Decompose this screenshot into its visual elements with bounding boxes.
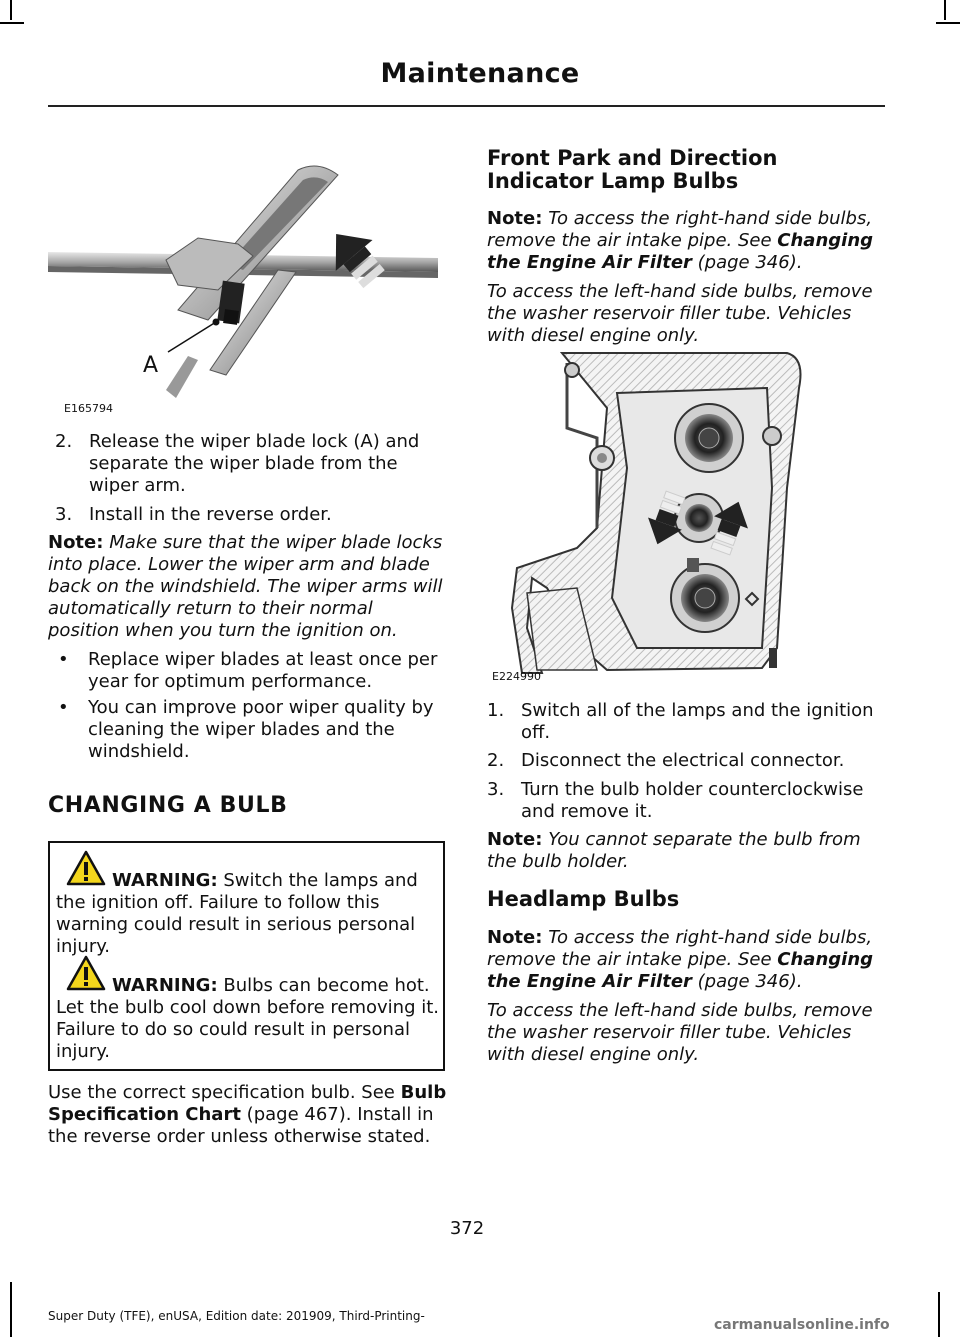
page-number: 372 — [449, 1218, 485, 1239]
link-engine-air-filter[interactable]: Changing the Engine Air Filter — [487, 949, 874, 992]
spec-paragraph: Use the correct specification bulb. See Bulb Specification Chart (page 467). Install in the reverse order unless otherwise stated. — [48, 1082, 447, 1147]
watermark: carmanualsonline.info — [714, 1317, 890, 1333]
figure-code: E165794 — [64, 402, 113, 415]
crop-mark — [936, 22, 960, 24]
warning-text: WARNING: Bulbs can become hot. Let the bulb cool down before removing it. Failure to do so could result in personal injury. — [56, 975, 440, 1062]
footer-text: Super Duty (TFE), enUSA, Edition date: 201909, Third-Printing- — [48, 1309, 425, 1323]
lamp-assembly-figure — [487, 348, 817, 678]
figure-code: E224990 — [492, 670, 541, 683]
crop-mark — [944, 0, 946, 20]
wiper-blade-illustration — [48, 160, 438, 420]
warning-text: WARNING: Switch the lamps and the ignition off. Failure to follow this warning could result in serious personal injury. — [56, 870, 418, 957]
header-divider — [48, 105, 885, 107]
crop-mark — [10, 0, 12, 20]
body-paragraph: To access the left-hand side bulbs, remove the washer reservoir filler tube. Vehicles with diesel engine only. — [487, 281, 873, 346]
page-title: Maintenance — [380, 58, 580, 89]
body-paragraph: To access the left-hand side bulbs, remove the washer reservoir filler tube. Vehicles with diesel engine only. — [487, 1000, 873, 1065]
note-paragraph: Note: To access the right-hand side bulbs, remove the air intake pipe. See Changing the Engine Air Filter (page 346). — [487, 208, 874, 273]
note-paragraph: Note: To access the right-hand side bulbs, remove the air intake pipe. See Changing the Engine Air Filter (page 346). — [487, 927, 874, 992]
crop-mark — [10, 1282, 12, 1337]
wiper-figure — [48, 160, 438, 420]
section-heading: Headlamp Bulbs — [487, 887, 680, 911]
crop-mark — [0, 22, 24, 24]
lamp-assembly-illustration — [487, 348, 817, 678]
section-heading: Front Park and Direction Indicator Lamp Bulbs — [487, 146, 778, 193]
link-bulb-spec-chart[interactable]: Bulb Specification Chart — [48, 1082, 447, 1125]
note-paragraph: Note: You cannot separate the bulb from the bulb holder. — [487, 829, 861, 872]
crop-mark — [938, 1292, 940, 1337]
callout-label-a: A — [143, 353, 159, 378]
note-paragraph: Note: Make sure that the wiper blade locks into place. Lower the wiper arm and blade back on the windshield. The wiper arms will automatically return to their normal position when you turn the ignition on. — [48, 532, 443, 641]
section-heading: CHANGING A BULB — [48, 793, 288, 818]
link-engine-air-filter[interactable]: Changing the Engine Air Filter — [487, 230, 874, 273]
